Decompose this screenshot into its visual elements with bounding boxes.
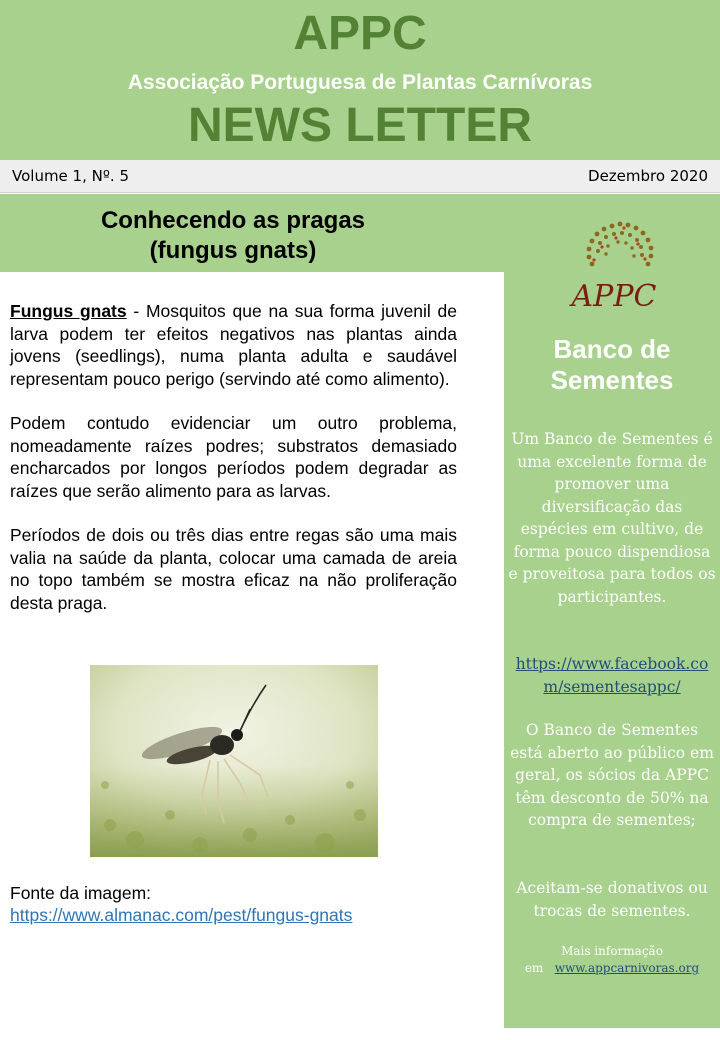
article-title-line1: Conhecendo as pragas — [100, 207, 366, 234]
more-info-label: Mais informação — [561, 944, 663, 958]
appc-logo-text: APPC — [571, 279, 657, 314]
more-info-block — [508, 943, 716, 977]
more-info-em: em — [524, 961, 544, 975]
seed-bank-title-line1: Banco de — [553, 334, 671, 364]
article-heading-band — [0, 194, 504, 272]
seed-bank-open-text: O Banco de Sementes está aberto ao público em geral, os sócios da APPC têm desconto de 50% na compra de sementes; — [510, 721, 714, 829]
facebook-link-wrap — [508, 653, 716, 698]
article-paragraph-1-text: - Mosquitos que na sua forma juvenil de larva podem ter efeitos negativos nas plantas ainda jovens (seedlings), numa planta adulta e saudável representam pouco perigo (servindo até como alimento). — [10, 301, 458, 389]
more-info-site-line — [508, 960, 716, 977]
issue-volume: Volume 1, Nº. 5 — [12, 167, 130, 185]
masthead-acronym: APPC — [293, 7, 427, 60]
seed-bank-title — [504, 334, 720, 396]
article-paragraph-1 — [10, 300, 457, 390]
seed-bank-title-line2: Sementes — [550, 365, 674, 395]
article-title-line2: (fungus gnats) — [149, 237, 317, 264]
masthead — [0, 0, 720, 160]
seed-bank-sidebar — [504, 194, 720, 1028]
article-title — [0, 206, 466, 266]
masthead-newsletter-title: NEWS LETTER — [188, 99, 532, 152]
image-credit — [10, 882, 450, 926]
issue-bar — [0, 160, 720, 193]
facebook-link[interactable]: https://www.facebook.com/sementesappc/ — [515, 655, 709, 696]
masthead-association-name: Associação Portuguesa de Plantas Carnívoras — [127, 71, 593, 94]
article-paragraph-2: Podem contudo evidenciar um outro problema, nomeadamente raízes podres; substratos demasiado encharcados por longos períodos podem degradar as raízes que serão alimento para as larvas. — [10, 413, 457, 501]
appc-logo — [550, 214, 678, 318]
image-credit-link[interactable]: https://www.almanac.com/pest/fungus-gnats — [10, 905, 353, 925]
article-body — [10, 300, 457, 636]
fungus-gnat-photo — [90, 665, 378, 857]
seed-bank-donations: Aceitam-se donativos ou trocas de sementes. — [516, 879, 708, 920]
website-link[interactable]: www.appcarnivoras.org — [554, 961, 700, 975]
article-paragraph-3: Períodos de dois ou três dias entre regas são uma mais valia na saúde da planta, colocar uma camada de areia no topo também se mostra eficaz na não proliferação desta praga. — [10, 525, 457, 613]
image-credit-label: Fonte da imagem: — [10, 883, 152, 903]
issue-date: Dezembro 2020 — [588, 167, 708, 185]
seed-bank-intro: Um Banco de Sementes é uma excelente forma de promover uma diversificação das espécies em cultivo, de forma pouco dispendiosa e proveitosa para todos os participantes. — [508, 430, 716, 606]
article-term: Fungus gnats — [10, 301, 127, 321]
